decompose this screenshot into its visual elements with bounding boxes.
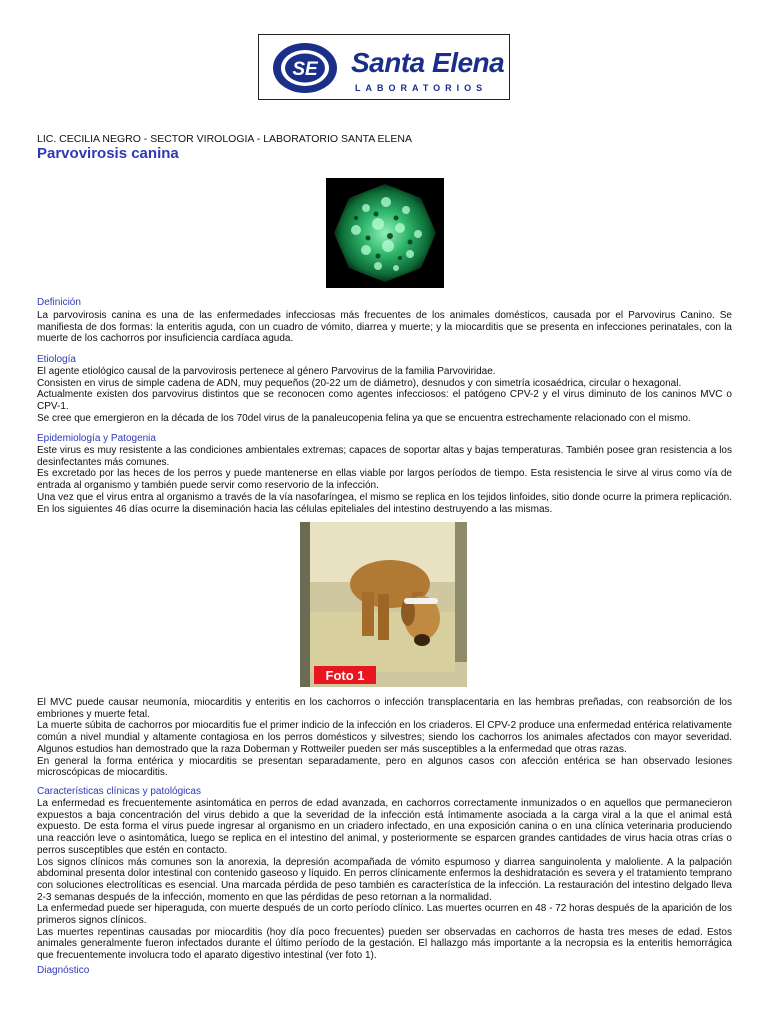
logo-name: Santa Elena: [351, 47, 505, 78]
logo-box: [258, 34, 510, 100]
heading-etiologia: Etiología: [37, 354, 76, 365]
paragraph: El agente etiológico causal de la parvovirosis pertenece al género Parvovirus de la familia Parvoviridae.: [37, 366, 496, 377]
definicion-text: [37, 310, 732, 345]
mvc-text: [37, 697, 732, 779]
paragraph: La enfermedad puede ser hiperaguda, con muerte después de un corto período clínico. Las muertes ocurren en 48 - 72 horas después de la aparición de los primeros signos clínicos.: [37, 903, 732, 927]
logo-emblem-text: SE: [292, 59, 318, 80]
paragraph: Este virus es muy resistente a las condiciones ambientales extremas; capaces de soportar altas y bajas temperaturas. También posee gran resistencia a los desinfectantes más comunes.: [37, 445, 732, 468]
paragraph: Actualmente existen dos parvovirus distintos que se reconocen como agentes infecciosos: el patógeno CPV-2 y el virus diminuto de los caninos MVC o CPV-1.: [37, 389, 732, 413]
photo-caption: Foto 1: [325, 668, 365, 683]
paragraph: Las muertes repentinas causadas por miocarditis (hoy día poco frecuentes) pueden ser observadas en cachorros de hasta tres meses de edad. Estos animales generalmente fueron infectados durante el último período de la gestación. El hallazgo más importante a la necropsia es la enteritis hemorrágica que frecuentemente involucra todo el aparato digestivo intestinal (ver foto 1).: [37, 926, 732, 962]
paragraph: En general la forma entérica y miocarditis se presentan separadamente, pero en algunos casos con afección entérica se han observado lesiones microscópicas de miocarditis.: [37, 755, 732, 779]
paragraph: Una vez que el virus entra al organismo a través de la vía nasofaríngea, el mismo se replica en los tejidos linfoides, sitio donde ocurre la primera replicación. En los siguientes 46 días ocurre la diseminación hacia las células epiteliales del intestino destruyendo a las mismas.: [37, 491, 732, 515]
paragraph: La parvovirosis canina es una de las enfermedades infecciosas más frecuentes de los animales domésticos, causada por el Parvovirus Canino. Se manifiesta de dos formas: la enteritis aguda, con un cuadro de vómito, diarrea y muerte; y la miocarditis que se presenta en infecciones perinatales, con la muerte de los cachorros por insuficiencia cardíaca aguda.: [37, 310, 732, 345]
santa-elena-emblem-icon: [271, 41, 339, 95]
logo-subtitle: LABORATORIOS: [355, 83, 488, 93]
caracteristicas-text: [37, 798, 732, 962]
parvovirus-image: [326, 178, 444, 288]
paragraph: Es excretado por las heces de los perros y puede mantenerse en ellas viable por largos períodos de tiempo. Esta resistencia le sirve al virus como vía de entrada al organismo y también puede servir como reservorio de la infección.: [37, 468, 732, 492]
paragraph: La enfermedad es frecuentemente asintomática en perros de edad avanzada, en cachorros correctamente inmunizados o en aquellos que permanecieron expuestos a baja concentración del virus debido a que la severidad de la infección está íntimamente asociada a la carga viral a la que el animal está expuesto. De esta forma el virus puede ingresar al organismo en un criadero infectado, en una exposición canina o en una clínica veterinaria produciendo una reacción leve o asintomática, luego se replica en el intestino del animal, y posteriormente se esparcen grandes cantidades de virus hacia otras crías o perros susceptibles que estén en contacto.: [37, 798, 732, 856]
author-line: LIC. CECILIA NEGRO - SECTOR VIROLOGIA - LABORATORIO SANTA ELENA: [37, 133, 412, 145]
heading-diagnostico: Diagnóstico: [37, 965, 90, 976]
etiologia-text: [37, 366, 732, 425]
epidemiologia-text: [37, 445, 732, 515]
heading-caracteristicas: Características clínicas y patológicas: [37, 786, 201, 797]
dog-photo: [300, 522, 467, 687]
paragraph: El MVC puede causar neumonía, miocarditis y enteritis en los cachorros o infección transplacentaria en las hembras preñadas, con reabsorción de los embriones y muerte fetal.: [37, 697, 732, 720]
heading-epidemiologia: Epidemiología y Patogenia: [37, 433, 156, 444]
paragraph: Se cree que emergieron en la década de los 70del virus de la panaleucopenia felina ya que se encuentra estrechamente relacionado con el mismo.: [37, 412, 691, 424]
heading-definicion: Definición: [37, 297, 81, 308]
paragraph: Consisten en virus de simple cadena de ADN, muy pequeños (20-22 um de diámetro), desnudos y con simetría icosaédrica, circular o hexagonal.: [37, 377, 682, 389]
paragraph: La muerte súbita de cachorros por miocarditis fue el primer indicio de la infección en los criaderos. El CPV-2 produce una enfermedad entérica relativamente común a nivel mundial y altamente contagiosa en los perros domésticos y silvestres; siendo los cachorros los animales afectados con mayor severidad. Algunos estudios han demostrado que la raza Doberman y Rottweiler pueden ser más susceptibles a la enfermedad que otras razas.: [37, 720, 732, 755]
paragraph: Los signos clínicos más comunes son la anorexia, la depresión acompañada de vómito espumoso y diarrea sanguinolenta y maloliente. A la palpación abdominal presenta dolor intestinal con contenido gaseoso y líquido. En perros clínicamente enfermos la deshidratación es severa y el tratamiento temprano con soluciones electrolíticas es esencial. Una marcada pérdida de peso también es característica de la infección. La restauración del intestino delgado lleva 2-3 semanas después de la infección, momento en que las pérdidas de peso retornan a la normalidad.: [37, 856, 732, 903]
page-title: Parvovirosis canina: [37, 145, 179, 162]
